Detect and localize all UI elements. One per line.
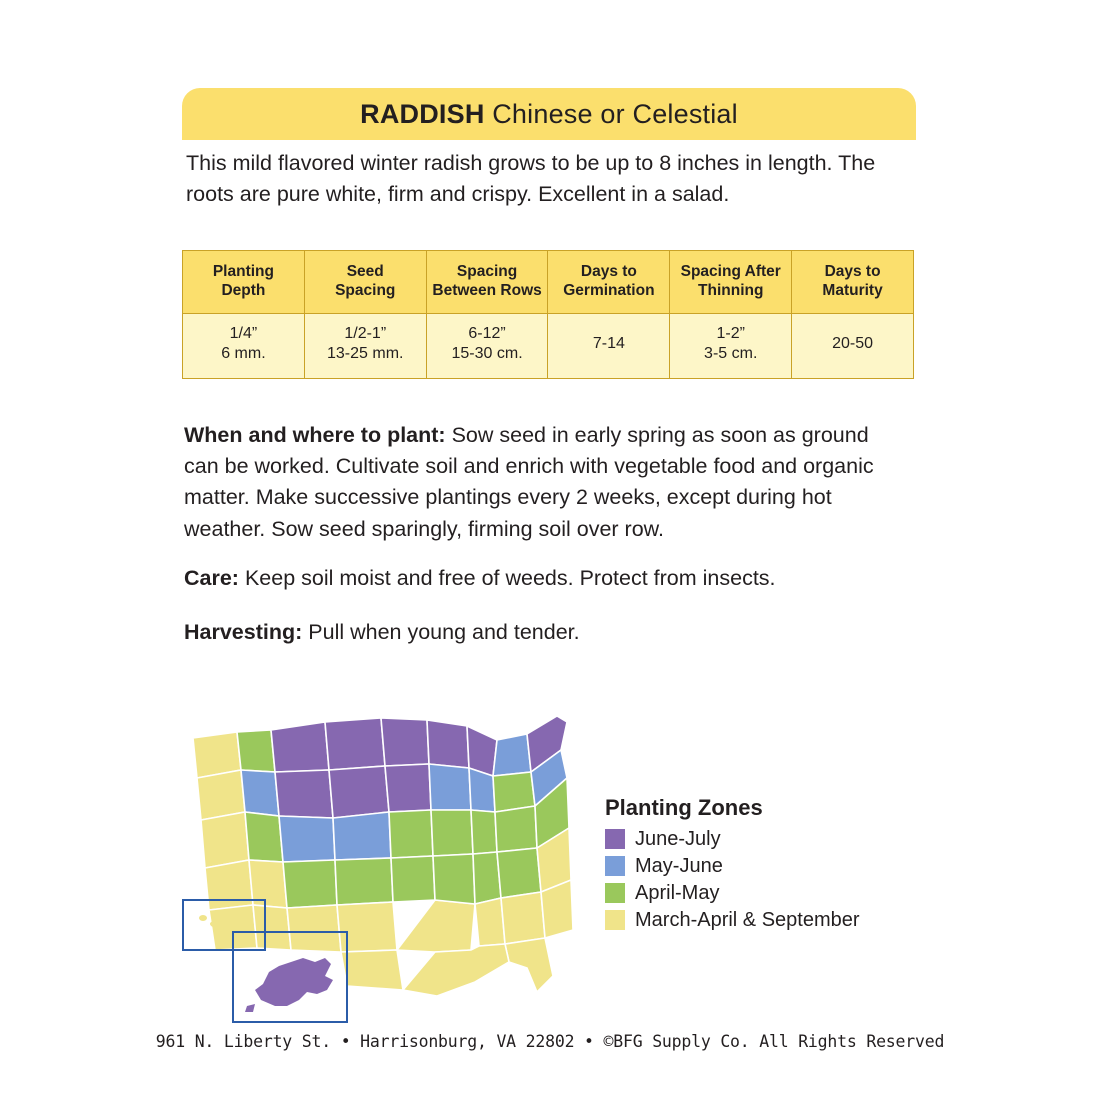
zone-region: [201, 812, 249, 868]
table-cell: [304, 313, 426, 378]
footer-address: 961 N. Liberty St. • Harrisonburg, VA 22802 • ©BFG Supply Co. All Rights Reserved: [155, 1032, 945, 1051]
usa-planting-zone-map: [175, 700, 595, 1030]
harvesting-text: Pull when young and tender.: [302, 620, 580, 644]
zone-region: [325, 718, 385, 770]
harvesting-paragraph: [184, 617, 908, 648]
harvesting-label: Harvesting:: [184, 620, 303, 644]
zone-region: [287, 905, 341, 952]
cell-line-1: 6-12”: [468, 324, 506, 342]
table-cell: [183, 313, 305, 378]
table-header-cell: [426, 251, 548, 314]
zone-region: [385, 764, 431, 812]
when-and-where-label: When and where to plant:: [184, 423, 446, 447]
legend-title: Planting Zones: [605, 795, 763, 820]
legend-item-label: March-April & September: [635, 909, 860, 931]
legend-item: [605, 856, 905, 876]
zone-region: [271, 722, 329, 772]
zone-region: [397, 900, 475, 952]
header-line-2: Between Rows: [432, 282, 542, 300]
table-header-cell: [304, 251, 426, 314]
legend-item-label: April-May: [635, 882, 720, 904]
header-line-2: Thinning: [698, 282, 764, 300]
zone-region: [493, 734, 531, 776]
zone-region: [381, 718, 429, 766]
header-line-1: Seed: [346, 263, 384, 280]
zone-region: [245, 812, 283, 862]
cell-line-1: 1-2”: [716, 324, 745, 342]
header-line-1: Planting: [212, 263, 274, 280]
alaska-shape: [245, 958, 333, 1012]
zone-region: [241, 770, 279, 816]
zone-region: [329, 766, 389, 818]
header-line-2: Depth: [221, 282, 266, 300]
zone-region: [335, 858, 393, 905]
legend-item: [605, 910, 905, 930]
planting-zones-map-area: [175, 700, 915, 1030]
legend-swatch-icon: [605, 910, 625, 930]
table-cell: [792, 313, 914, 378]
zone-region: [431, 810, 473, 856]
variety-name: Chinese or Celestial: [492, 98, 738, 129]
table-cell: [548, 313, 670, 378]
header-line-1: Spacing After: [680, 263, 781, 280]
header-line-2: Germination: [563, 282, 655, 300]
page-title: [360, 99, 738, 130]
legend-swatch-icon: [605, 883, 625, 903]
legend-swatch-icon: [605, 856, 625, 876]
zone-region: [391, 856, 435, 902]
zone-region: [427, 720, 469, 768]
zone-region: [433, 854, 475, 904]
zone-region: [341, 950, 403, 990]
care-label: Care:: [184, 566, 239, 590]
zone-region: [495, 806, 537, 852]
table-header-cell: [183, 251, 305, 314]
legend-swatch-icon: [605, 829, 625, 849]
legend-item: [605, 829, 905, 849]
specs-table: [182, 250, 914, 379]
zone-region: [237, 730, 275, 772]
header-line-1: Days to: [824, 263, 881, 280]
zone-region: [279, 816, 335, 862]
zone-region: [497, 848, 541, 898]
table-header-cell: [548, 251, 670, 314]
table-cell: [670, 313, 792, 378]
when-and-where-text: Sow seed in early spring as soon as ground can be worked. Cultivate soil and enrich with vegetable food and organic matter. Make successive plantings every 2 weeks, except during hot weather. Sow seed sparingly, firming soil over row.: [184, 423, 874, 541]
zone-region: [253, 905, 291, 950]
zone-region: [493, 772, 535, 812]
zone-region: [275, 770, 333, 818]
zone-region: [333, 812, 391, 860]
crop-name: RADDISH: [360, 98, 485, 129]
header-line-2: Maturity: [822, 282, 883, 300]
table-header-row: [183, 251, 914, 314]
map-legend: [605, 795, 905, 937]
description-text: This mild flavored winter radish grows to be up to 8 inches in length. The roots are pure white, firm and crispy. Excellent in a salad.: [186, 151, 876, 206]
zone-region: [505, 938, 553, 992]
zone-region: [469, 768, 495, 812]
cell-line-1: 1/4”: [229, 324, 258, 342]
table-cell: [426, 313, 548, 378]
header-line-1: Days to: [580, 263, 637, 280]
header-banner: [182, 88, 916, 140]
legend-item-label: May-June: [635, 855, 723, 877]
care-text: Keep soil moist and free of weeds. Protect from insects.: [238, 566, 776, 590]
specs-table-wrapper: [182, 250, 914, 379]
cell-line-2: 13-25 mm.: [327, 345, 404, 363]
cell-line-1: 20-50: [832, 334, 874, 352]
cell-line-2: 15-30 cm.: [451, 345, 523, 363]
header-line-2: Spacing: [335, 282, 396, 300]
cell-line-2: 6 mm.: [221, 345, 266, 363]
table-header-cell: [792, 251, 914, 314]
zone-region: [475, 898, 505, 946]
cell-line-1: 1/2-1”: [344, 324, 387, 342]
header-line-1: Spacing: [456, 263, 518, 280]
legend-item-label: June-July: [635, 828, 721, 850]
when-and-where-paragraph: [184, 420, 908, 545]
legend-item: [605, 883, 905, 903]
cell-line-2: 3-5 cm.: [704, 345, 758, 363]
cell-line-1: 7-14: [592, 334, 625, 352]
zone-region: [429, 764, 471, 810]
care-paragraph: [184, 563, 908, 594]
table-row: [183, 313, 914, 378]
zone-region: [471, 810, 497, 854]
zone-region: [501, 892, 545, 944]
zone-region: [389, 810, 433, 858]
zone-region: [283, 860, 337, 908]
zone-region: [473, 852, 501, 904]
table-header-cell: [670, 251, 792, 314]
zone-region: [205, 860, 253, 910]
